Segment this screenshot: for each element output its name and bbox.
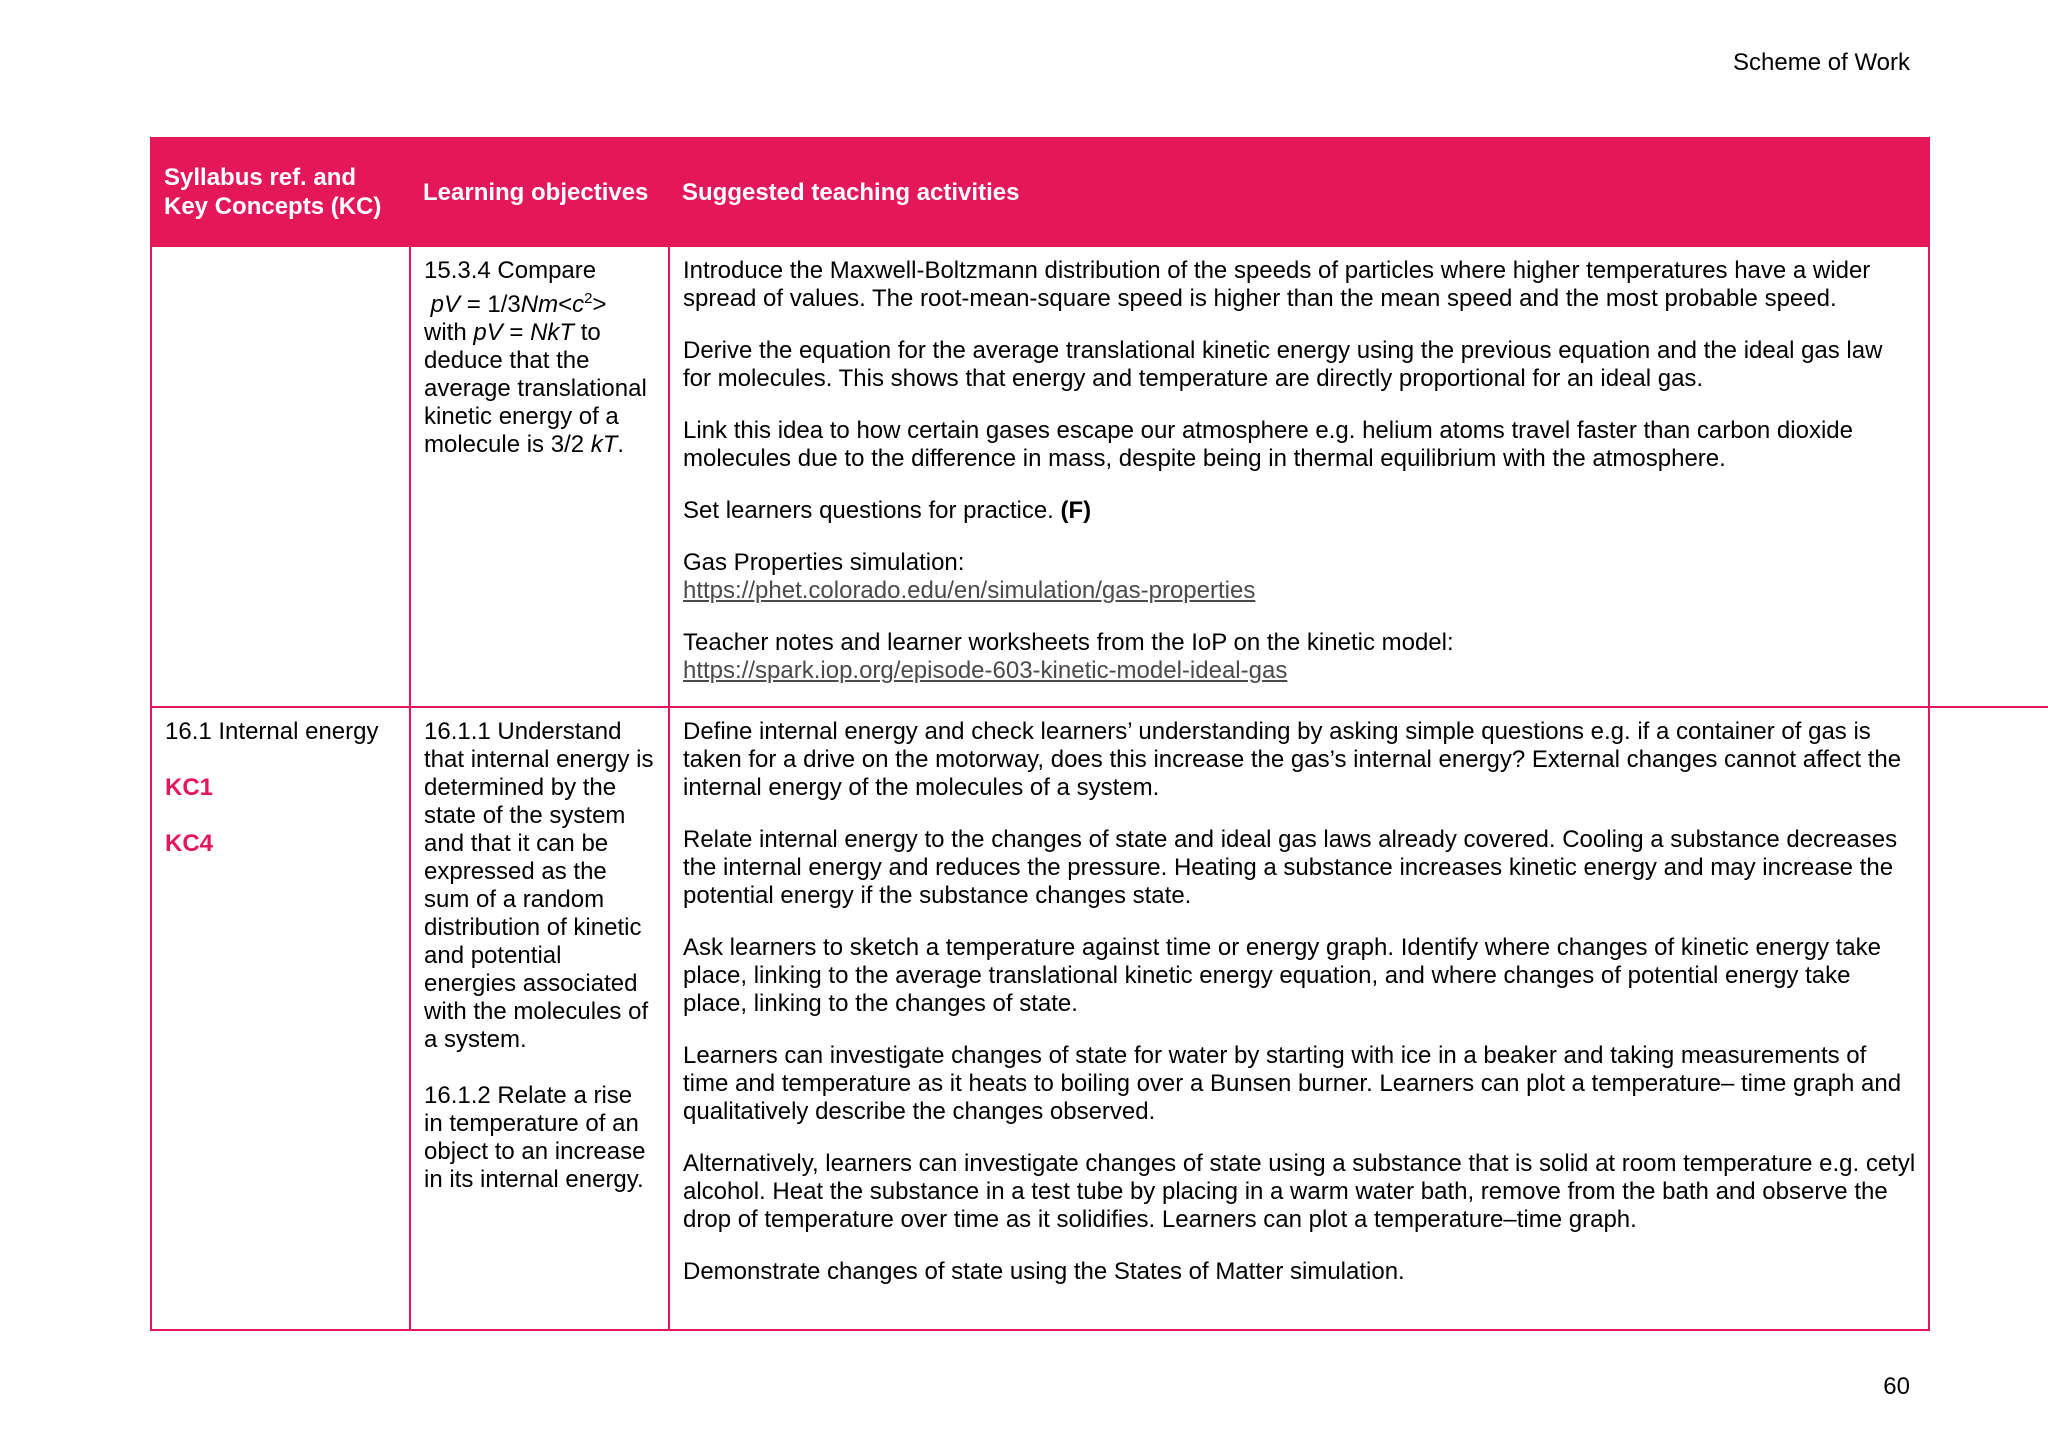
table-row [151, 707, 1929, 1330]
row1-objectives-cell [410, 246, 669, 707]
equation-text: = [502, 319, 531, 346]
header-learning-objectives: Learning objectives [410, 138, 669, 246]
equation-variable: kT [590, 431, 618, 458]
objective-text: . [617, 431, 625, 458]
objective-text: 15.3.4 Compare [424, 257, 597, 284]
activity-paragraph [683, 629, 1916, 685]
row2-objectives-cell [410, 707, 669, 1330]
activity-paragraph: Define internal energy and check learners’ understanding by asking simple questions e.g. if a container of gas is taken for a drive on the motorway, does this increase the gas’s internal energy? External changes cannot affect the internal energy of the molecules of a system. [683, 718, 1902, 801]
activity-text: Teacher notes and learner worksheets from the IoP on the kinetic model: [683, 629, 1454, 656]
page-header: Scheme of Work [1733, 49, 1910, 76]
iop-kinetic-model-link[interactable]: https://spark.iop.org/episode-603-kinetic-model-ideal-gas [683, 657, 1288, 684]
header-syllabus-line1: Syllabus ref. and [164, 164, 357, 191]
header-syllabus-line2: Key Concepts (KC) [164, 193, 382, 220]
activity-paragraph [683, 549, 1916, 605]
equation-variable: Nm [520, 291, 559, 318]
activity-paragraph [683, 497, 1916, 525]
row1-activities-cell [669, 246, 1929, 707]
row1-syllabus-cell [151, 246, 410, 707]
objective-text: with [424, 319, 474, 346]
table-header-row [151, 138, 1929, 246]
activity-paragraph: Introduce the Maxwell-Boltzmann distribution of the speeds of particles where higher temperatures have a wider spread of values. The root-mean-square speed is higher than the mean speed and the most probable speed. [683, 257, 1871, 312]
equation-text: < [558, 291, 573, 318]
key-concept-kc4: KC4 [165, 830, 214, 857]
table-border-extension [1928, 706, 2048, 708]
key-concept-kc1: KC1 [165, 774, 214, 801]
gas-properties-link[interactable]: https://phet.colorado.edu/en/simulation/gas-properties [683, 577, 1256, 604]
page-number: 60 [1883, 1373, 1910, 1400]
objective-text: to deduce that the average translational kinetic energy of a molecule is 3/2 [424, 319, 647, 458]
activity-text: Set learners questions for practice. [683, 497, 1061, 524]
activity-paragraph: Derive the equation for the average translational kinetic energy using the previous equation and the ideal gas law for molecules. This shows that energy and temperature are directly proportional for an ideal gas. [683, 337, 1883, 392]
activity-paragraph: Alternatively, learners can investigate changes of state using a substance that is solid at room temperature e.g. cetyl alcohol. Heat the substance in a test tube by placing in a warm water bath, remove from the bath and observe the drop of temperature over time as it solidifies. Learners can plot a temperature–time graph. [683, 1150, 1916, 1233]
equation-variable: pV [473, 319, 503, 346]
header-teaching-activities: Suggested teaching activities [669, 138, 1929, 246]
header-syllabus-ref [151, 138, 410, 246]
formative-marker: (F) [1060, 497, 1092, 524]
objective-16-1-1: 16.1.1 Understand that internal energy is determined by the state of the system and that it can be expressed as the sum of a random distribution of kinetic and potential energies associated with the molecules of a system. [424, 718, 654, 1053]
row2-syllabus-cell [151, 707, 410, 1330]
table-row [151, 246, 1929, 707]
equation-variable: NkT [530, 319, 575, 346]
activity-paragraph: Link this idea to how certain gases escape our atmosphere e.g. helium atoms travel faster than carbon dioxide molecules due to the difference in mass, despite being in thermal equilibrium with the atmosphere. [683, 417, 1853, 472]
activity-paragraph: Learners can investigate changes of state for water by starting with ice in a beaker and taking measurements of time and temperature as it heats to boiling over a Bunsen burner. Learners can plot a temperature– time graph and qualitatively describe the changes observed. [683, 1042, 1902, 1125]
equation-variable: c [572, 291, 585, 318]
equation-text: = 1/3 [460, 291, 521, 318]
syllabus-ref: 16.1 Internal energy [165, 718, 379, 745]
activity-paragraph: Relate internal energy to the changes of state and ideal gas laws already covered. Cooling a substance decreases the internal energy and reduces the pressure. Heating a substance increases kinetic energy and may increase the potential energy if the substance changes state. [683, 826, 1898, 909]
equation-text: > [592, 291, 607, 318]
activity-paragraph: Ask learners to sketch a temperature against time or energy graph. Identify where changes of kinetic energy take place, linking to the average translational kinetic energy equation, and where changes of potential energy take place, linking to the changes of state. [683, 934, 1881, 1017]
activity-text: Gas Properties simulation: [683, 549, 965, 576]
equation-superscript: 2 [584, 290, 593, 307]
objective-16-1-2: 16.1.2 Relate a rise in temperature of an object to an increase in its internal energy. [424, 1082, 646, 1193]
row2-activities-cell [669, 707, 1929, 1330]
scheme-of-work-table [150, 137, 1930, 1331]
activity-paragraph: Demonstrate changes of state using the States of Matter simulation. [683, 1258, 1405, 1285]
row1-objective [424, 257, 656, 459]
equation-variable: pV [430, 291, 461, 318]
